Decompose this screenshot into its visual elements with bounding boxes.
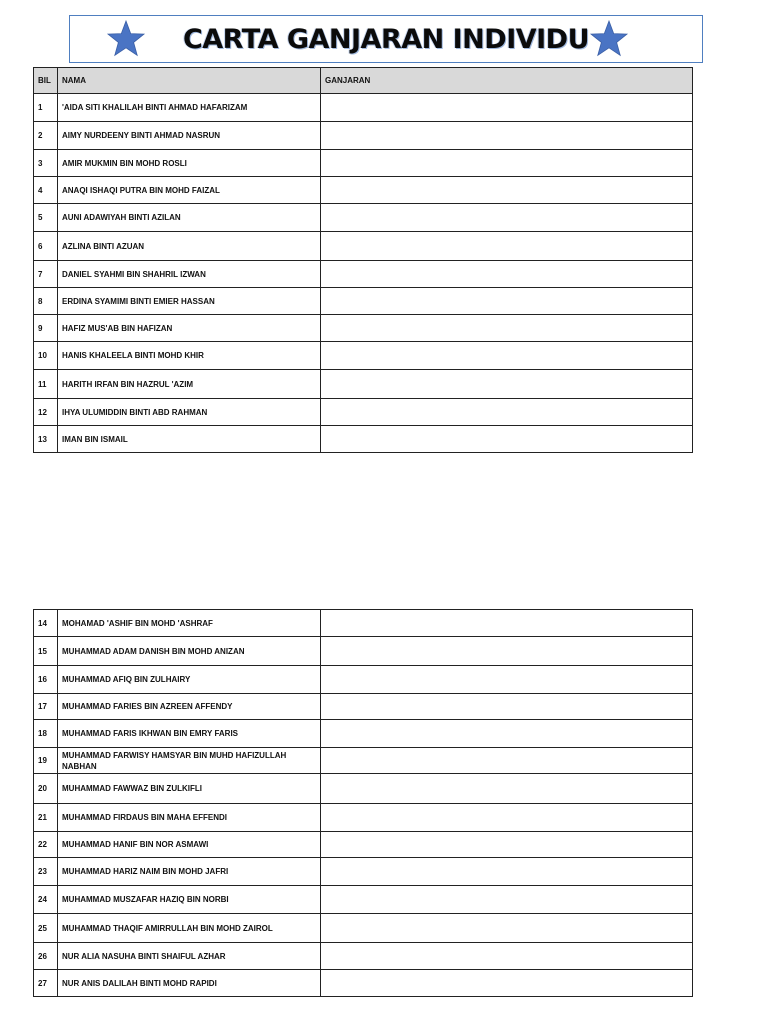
table-row xyxy=(34,94,693,122)
reward-cell xyxy=(321,720,693,748)
reward-table-part-2 xyxy=(33,609,693,997)
bil-cell: 7 xyxy=(34,261,58,288)
table-row xyxy=(34,886,693,914)
reward-cell xyxy=(321,288,693,315)
reward-cell xyxy=(321,261,693,288)
bil-cell: 19 xyxy=(34,748,58,774)
reward-cell xyxy=(321,370,693,399)
bil-cell: 1 xyxy=(34,94,58,122)
name-cell: AUNI ADAWIYAH BINTI AZILAN xyxy=(58,204,321,232)
table-row xyxy=(34,943,693,970)
name-cell: IMAN BIN ISMAIL xyxy=(58,426,321,453)
table-row xyxy=(34,610,693,637)
table-row xyxy=(34,288,693,315)
name-cell: NUR ANIS DALILAH BINTI MOHD RAPIDI xyxy=(58,970,321,997)
name-cell: MUHAMMAD HANIF BIN NOR ASMAWI xyxy=(58,832,321,858)
name-cell: NUR ALIA NASUHA BINTI SHAIFUL AZHAR xyxy=(58,943,321,970)
table-row xyxy=(34,232,693,261)
table-row xyxy=(34,666,693,694)
page-title: CARTA GANJARAN INDIVIDU xyxy=(182,24,590,55)
name-cell: MUHAMMAD THAQIF AMIRRULLAH BIN MOHD ZAIROL xyxy=(58,914,321,943)
bil-cell: 18 xyxy=(34,720,58,748)
bil-cell: 25 xyxy=(34,914,58,943)
bil-cell: 17 xyxy=(34,694,58,720)
name-cell: AZLINA BINTI AZUAN xyxy=(58,232,321,261)
reward-cell xyxy=(321,315,693,342)
reward-cell xyxy=(321,342,693,370)
table-row xyxy=(34,832,693,858)
table-row xyxy=(34,177,693,204)
name-cell: MUHAMMAD FARIS IKHWAN BIN EMRY FARIS xyxy=(58,720,321,748)
table-header-row xyxy=(34,68,693,94)
name-cell: AMIR MUKMIN BIN MOHD ROSLI xyxy=(58,150,321,177)
star-icon xyxy=(589,19,629,59)
bil-cell: 8 xyxy=(34,288,58,315)
name-cell: MUHAMMAD FARWISY HAMSYAR BIN MUHD HAFIZULLAH NABHAN xyxy=(58,748,321,774)
table-row xyxy=(34,637,693,666)
reward-cell xyxy=(321,666,693,694)
table-row xyxy=(34,204,693,232)
table-row xyxy=(34,748,693,774)
table-row xyxy=(34,914,693,943)
table-row xyxy=(34,122,693,150)
reward-cell xyxy=(321,748,693,774)
bil-cell: 2 xyxy=(34,122,58,150)
reward-cell xyxy=(321,886,693,914)
reward-cell xyxy=(321,150,693,177)
bil-cell: 6 xyxy=(34,232,58,261)
name-cell: IHYA ULUMIDDIN BINTI ABD RAHMAN xyxy=(58,399,321,426)
bil-cell: 21 xyxy=(34,804,58,832)
name-cell: ANAQI ISHAQI PUTRA BIN MOHD FAIZAL xyxy=(58,177,321,204)
bil-cell: 13 xyxy=(34,426,58,453)
table-row xyxy=(34,720,693,748)
reward-cell xyxy=(321,694,693,720)
reward-cell xyxy=(321,232,693,261)
bil-cell: 16 xyxy=(34,666,58,694)
reward-cell xyxy=(321,970,693,997)
header-bil: BIL xyxy=(34,68,58,94)
reward-cell xyxy=(321,177,693,204)
bil-cell: 4 xyxy=(34,177,58,204)
table-row xyxy=(34,150,693,177)
header-ganjaran: GANJARAN xyxy=(321,68,693,94)
bil-cell: 11 xyxy=(34,370,58,399)
reward-cell xyxy=(321,122,693,150)
table-row xyxy=(34,261,693,288)
header-nama: NAMA xyxy=(58,68,321,94)
name-cell: MUHAMMAD FAWWAZ BIN ZULKIFLI xyxy=(58,774,321,804)
reward-cell xyxy=(321,832,693,858)
reward-cell xyxy=(321,204,693,232)
name-cell: DANIEL SYAHMI BIN SHAHRIL IZWAN xyxy=(58,261,321,288)
bil-cell: 27 xyxy=(34,970,58,997)
name-cell: HAFIZ MUS'AB BIN HAFIZAN xyxy=(58,315,321,342)
bil-cell: 24 xyxy=(34,886,58,914)
table-row xyxy=(34,804,693,832)
table-row xyxy=(34,315,693,342)
bil-cell: 22 xyxy=(34,832,58,858)
name-cell: ERDINA SYAMIMI BINTI EMIER HASSAN xyxy=(58,288,321,315)
bil-cell: 12 xyxy=(34,399,58,426)
reward-cell xyxy=(321,804,693,832)
name-cell: MUHAMMAD HARIZ NAIM BIN MOHD JAFRI xyxy=(58,858,321,886)
table-row xyxy=(34,399,693,426)
reward-cell xyxy=(321,94,693,122)
table-row xyxy=(34,970,693,997)
table-row xyxy=(34,774,693,804)
reward-cell xyxy=(321,774,693,804)
table-row xyxy=(34,858,693,886)
bil-cell: 23 xyxy=(34,858,58,886)
reward-cell xyxy=(321,610,693,637)
name-cell: HANIS KHALEELA BINTI MOHD KHIR xyxy=(58,342,321,370)
reward-cell xyxy=(321,914,693,943)
name-cell: MUHAMMAD MUSZAFAR HAZIQ BIN NORBI xyxy=(58,886,321,914)
name-cell: MUHAMMAD FARIES BIN AZREEN AFFENDY xyxy=(58,694,321,720)
name-cell: HARITH IRFAN BIN HAZRUL 'AZIM xyxy=(58,370,321,399)
bil-cell: 9 xyxy=(34,315,58,342)
bil-cell: 14 xyxy=(34,610,58,637)
table-row xyxy=(34,694,693,720)
reward-cell xyxy=(321,858,693,886)
name-cell: MUHAMMAD FIRDAUS BIN MAHA EFFENDI xyxy=(58,804,321,832)
bil-cell: 3 xyxy=(34,150,58,177)
reward-cell xyxy=(321,637,693,666)
reward-cell xyxy=(321,943,693,970)
name-cell: AIMY NURDEENY BINTI AHMAD NASRUN xyxy=(58,122,321,150)
table-row xyxy=(34,370,693,399)
name-cell: MOHAMAD 'ASHIF BIN MOHD 'ASHRAF xyxy=(58,610,321,637)
reward-cell xyxy=(321,426,693,453)
reward-table-part-1 xyxy=(33,67,693,453)
name-cell: 'AIDA SITI KHALILAH BINTI AHMAD HAFARIZAM xyxy=(58,94,321,122)
table-row xyxy=(34,342,693,370)
reward-cell xyxy=(321,399,693,426)
bil-cell: 26 xyxy=(34,943,58,970)
table-row xyxy=(34,426,693,453)
bil-cell: 20 xyxy=(34,774,58,804)
name-cell: MUHAMMAD AFIQ BIN ZULHAIRY xyxy=(58,666,321,694)
bil-cell: 5 xyxy=(34,204,58,232)
bil-cell: 15 xyxy=(34,637,58,666)
bil-cell: 10 xyxy=(34,342,58,370)
title-banner xyxy=(69,15,703,63)
name-cell: MUHAMMAD ADAM DANISH BIN MOHD ANIZAN xyxy=(58,637,321,666)
